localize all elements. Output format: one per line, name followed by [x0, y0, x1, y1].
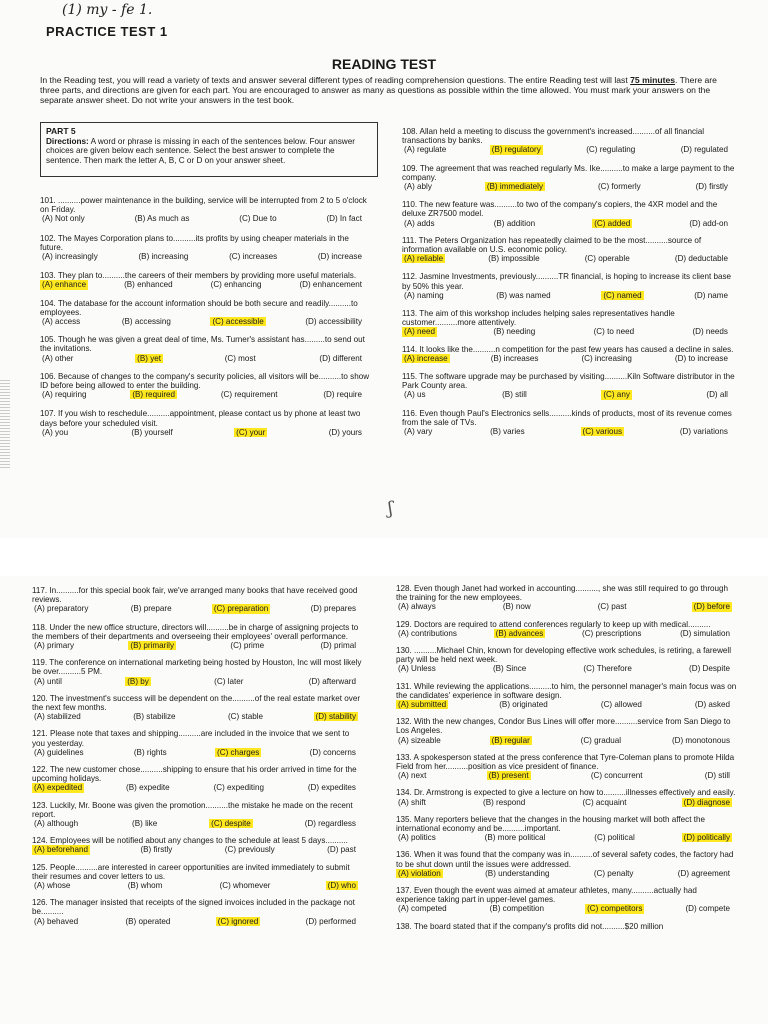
- answer-option: (B) yourself: [131, 427, 173, 437]
- answer-option: (D) variations: [679, 427, 728, 437]
- answer-option: (C) to need: [593, 327, 635, 337]
- question-item: [40, 372, 370, 400]
- question-item: [396, 646, 738, 674]
- answer-option: (B) accessing: [121, 317, 171, 327]
- answer-options: [40, 428, 370, 437]
- question-item: [32, 898, 364, 926]
- answer-option: (A) until: [34, 676, 62, 686]
- answer-option: (A) regulate: [404, 145, 447, 155]
- answer-options: [396, 629, 738, 638]
- question-text: 112. Jasmine Investments, previously..........TR financial, is hoping to increase its client base by 50% this year.: [402, 272, 731, 291]
- answer-option: (D) performed: [305, 916, 356, 926]
- answer-option: (D) needs: [692, 327, 728, 337]
- answer-option: (D) past: [327, 845, 356, 855]
- question-text: 121. Please note that taxes and shipping..........are included in the invoice that we sent to you yesterday.: [32, 729, 350, 748]
- answer-option: (B) like: [132, 819, 158, 829]
- question-item: [402, 409, 736, 437]
- answer-option: (A) Unless: [398, 664, 436, 674]
- answer-option: (D) enhancement: [299, 280, 362, 290]
- question-item: [396, 850, 738, 878]
- answer-options: [40, 214, 370, 223]
- highlighted-answer-option: (C) named: [603, 290, 642, 300]
- question-text: 120. The investment's success will be dependent on the..........of the real estate market over the next few months.: [32, 693, 361, 713]
- answer-options: [40, 354, 370, 363]
- question-item: [32, 623, 364, 651]
- answer-option: (D) regardless: [304, 819, 356, 829]
- highlighted-answer-option: (B) by: [127, 676, 149, 686]
- answer-option: (D) asked: [694, 700, 730, 710]
- answer-options: [396, 602, 738, 611]
- answer-option: (C) formerly: [597, 182, 641, 192]
- questions-117-126: [32, 586, 364, 926]
- answer-option: (D) afterward: [308, 676, 356, 686]
- answer-options: [32, 917, 364, 926]
- answer-options: [396, 664, 738, 673]
- test-duration: 75 minutes: [630, 75, 676, 85]
- highlighted-answer-option: (C) ignored: [217, 916, 259, 926]
- highlighted-answer-option: (C) charges: [217, 747, 260, 757]
- answer-options: [396, 798, 738, 807]
- question-item: [396, 717, 738, 745]
- question-item: [402, 309, 736, 337]
- question-text: 129. Doctors are required to attend conferences regularly to keep up with medical..........: [396, 619, 711, 629]
- answer-option: (A) access: [42, 317, 81, 327]
- answer-options: [402, 390, 736, 399]
- answer-option: (A) increasingly: [42, 252, 98, 262]
- question-item: [32, 801, 364, 829]
- answer-option: (C) penalty: [593, 868, 634, 878]
- answer-option: (A) although: [34, 819, 79, 829]
- question-item: [32, 586, 364, 614]
- question-text: 134. Dr. Armstrong is expected to give a lecture on how to..........illnesses effectively and easily.: [396, 788, 736, 798]
- answer-option: (D) expedites: [307, 783, 356, 793]
- answer-options: [402, 291, 736, 300]
- answer-option: (C) Therefore: [583, 664, 632, 674]
- highlighted-answer-option: (D) stability: [315, 712, 356, 722]
- answer-option: (A) naming: [404, 290, 444, 300]
- question-item: [402, 127, 736, 155]
- question-text: 128. Even though Janet had worked in accounting.........., she was still required to go through the training for the new employees.: [396, 584, 729, 603]
- answer-option: (B) respond: [483, 797, 526, 807]
- answer-option: (A) politics: [398, 833, 436, 843]
- answer-option: (B) more political: [484, 833, 546, 843]
- question-item: [40, 196, 370, 224]
- scan-artifact: [0, 380, 10, 470]
- question-text: 110. The new feature was..........to two of the company's copiers, the 4XR model and the deluxe ZR7500 model.: [402, 200, 718, 219]
- highlighted-answer-option: (D) who: [327, 881, 356, 891]
- answer-option: (B) still: [502, 390, 527, 400]
- answer-options: [402, 145, 736, 154]
- answer-option: (A) primary: [34, 641, 75, 651]
- answer-option: (A) vary: [404, 427, 433, 437]
- answer-option: (B) As much as: [134, 214, 190, 224]
- answer-option: (D) yours: [328, 427, 362, 437]
- question-text: 114. It looks like the..........n competition for the past few years has caused a decline in sales.: [402, 344, 734, 354]
- question-item: [32, 694, 364, 722]
- answer-options: [402, 182, 736, 191]
- answer-option: (C) acquaint: [582, 797, 627, 807]
- answer-option: (A) other: [42, 353, 74, 363]
- question-text: 130. ..........Michael Chin, known for developing effective work schedules, is retiring, a farewell party will be held next week.: [396, 646, 732, 665]
- answer-option: (D) regulated: [680, 145, 728, 155]
- answer-option: (C) most: [224, 353, 256, 363]
- answer-options: [32, 604, 364, 613]
- answer-option: (C) allowed: [600, 700, 642, 710]
- question-text: 131. While reviewing the applications..........to him, the personnel manager's main focus was on the candidates' experience in software design.: [396, 681, 737, 700]
- highlighted-answer-option: (C) competitors: [587, 904, 643, 914]
- question-text: 101. ..........power maintenance in the building, service will be interrupted from 2 to 5 o'clock on Friday.: [40, 196, 367, 215]
- highlighted-answer-option: (B) primarily: [130, 641, 175, 651]
- reading-test-title: READING TEST: [331, 56, 437, 72]
- answer-option: (B) competition: [489, 904, 545, 914]
- answer-option: (C) whomever: [219, 881, 271, 891]
- question-item: [402, 272, 736, 300]
- answer-option: (D) deductable: [674, 254, 728, 264]
- answer-option: (B) was named: [496, 290, 551, 300]
- question-item: [396, 886, 738, 914]
- answer-option: (D) agreement: [677, 868, 730, 878]
- question-item: [32, 729, 364, 757]
- answer-options: [40, 252, 370, 261]
- question-item: [396, 922, 738, 931]
- highlighted-answer-option: (A) increase: [404, 353, 448, 363]
- answer-option: (A) ably: [404, 182, 432, 192]
- question-text: 108. Allan held a meeting to discuss the government's increased..........of all financial transactions by banks.: [402, 127, 705, 146]
- question-item: [396, 788, 738, 806]
- answer-option: (B) rights: [133, 747, 167, 757]
- question-item: [40, 299, 370, 327]
- answer-option: (B) stabilize: [133, 712, 176, 722]
- answer-options: [32, 783, 364, 792]
- question-text: 102. The Mayes Corporation plans to..........its profits by using cheaper materials in the future.: [40, 233, 349, 252]
- answer-option: (D) primal: [320, 641, 356, 651]
- answer-options: [32, 819, 364, 828]
- question-text: 132. With the new changes, Condor Bus Lines will offer more..........service from San Diego to Los Angeles.: [396, 717, 731, 736]
- answer-options: [396, 904, 738, 913]
- question-item: [396, 682, 738, 710]
- question-text: 115. The software upgrade may be purchased by visiting..........Kiln Software distributor in the Park County area.: [402, 372, 735, 391]
- highlighted-answer-option: (A) need: [404, 327, 436, 337]
- question-text: 111. The Peters Organization has repeatedly claimed to be the most..........source of information available on U.S. economic policy.: [402, 235, 702, 255]
- answer-options: [40, 390, 370, 399]
- page-gap: [0, 538, 768, 576]
- question-item: [396, 584, 738, 612]
- answer-option: (C) prescriptions: [582, 628, 642, 638]
- question-item: [396, 753, 738, 781]
- answer-option: (C) requirement: [220, 390, 278, 400]
- highlighted-answer-option: (C) various: [582, 427, 623, 437]
- answer-options: [32, 641, 364, 650]
- question-text: 104. The database for the account information should be both secure and readily..........to employees.: [40, 298, 358, 317]
- handwritten-note: (1) my - fe 1.: [62, 2, 153, 18]
- question-item: [396, 815, 738, 843]
- answer-option: (D) monotonous: [671, 735, 730, 745]
- question-item: [32, 836, 364, 854]
- question-text: 106. Because of changes to the company's security policies, all visitors will be..........to show ID before being allowed to enter the building.: [40, 371, 370, 391]
- answer-option: (C) gradual: [580, 735, 622, 745]
- answer-options: [402, 327, 736, 336]
- highlighted-answer-option: (B) yet: [137, 353, 162, 363]
- answer-option: (C) prime: [230, 641, 265, 651]
- answer-option: (C) previously: [224, 845, 275, 855]
- answer-options: [32, 845, 364, 854]
- highlighted-answer-option: (A) reliable: [404, 254, 444, 264]
- answer-option: (C) past: [597, 602, 627, 612]
- answer-option: (B) increasing: [138, 252, 189, 262]
- question-item: [40, 409, 370, 437]
- highlighted-answer-option: (C) any: [603, 390, 630, 400]
- intro-paragraph: In the Reading test, you will read a variety of texts and answer several different types of reading comprehension questions. The entire Reading test will last 75 minutes. There are three parts, and directions are given for each part. You are encouraged to answer as many as questions as possible within the time allowed. You must mark your answers on the separate answer sheet. Do not write your answers in the test book.: [40, 75, 717, 105]
- question-item: [32, 765, 364, 793]
- answer-options: [396, 700, 738, 709]
- question-item: [402, 345, 736, 363]
- question-item: [396, 620, 738, 638]
- answer-option: (D) In fact: [326, 214, 362, 224]
- answer-options: [402, 427, 736, 436]
- answer-option: (B) whom: [127, 881, 163, 891]
- highlighted-answer-option: (A) enhance: [42, 280, 87, 290]
- question-item: [32, 863, 364, 891]
- answer-option: (B) operated: [125, 916, 171, 926]
- answer-option: (B) increases: [490, 353, 539, 363]
- answer-option: (B) understanding: [485, 868, 550, 878]
- answer-options: [32, 748, 364, 757]
- question-text: 122. The new customer chose..........shipping to ensure that his order arrived in time for the upcoming holidays.: [32, 765, 357, 784]
- answer-option: (B) expedite: [126, 783, 170, 793]
- answer-option: (C) regulating: [586, 145, 636, 155]
- questions-101-107: [40, 196, 370, 437]
- answer-option: (A) shift: [398, 797, 426, 807]
- answer-option: (C) enhancing: [210, 280, 262, 290]
- question-text: 133. A spokesperson stated at the press conference that Tyre-Coleman plans to promote Hilda Field from her..........position as vice president of finance.: [396, 752, 735, 772]
- highlighted-answer-option: (B) regular: [491, 735, 530, 745]
- question-item: [402, 200, 736, 228]
- question-text: 119. The conference on international marketing being hosted by Houston, Inc will most likely be over..........5 PM.: [32, 658, 362, 677]
- question-item: [402, 372, 736, 400]
- practice-test-title: PRACTICE TEST 1: [46, 24, 168, 39]
- question-text: 113. The aim of this workshop includes helping sales representatives handle customer..........more attentively.: [402, 309, 675, 328]
- highlighted-answer-option: (B) required: [132, 390, 176, 400]
- answer-option: (D) firstly: [695, 182, 728, 192]
- answer-option: (C) expediting: [213, 783, 264, 793]
- questions-128-138: [396, 584, 738, 931]
- question-text: 124. Employees will be notified about any changes to the schedule at least 5 days..........: [32, 836, 348, 846]
- answer-option: (C) later: [214, 676, 244, 686]
- answer-option: (A) contributions: [398, 628, 457, 638]
- answer-options: [396, 771, 738, 780]
- question-item: [40, 335, 370, 363]
- answer-option: (D) name: [694, 290, 728, 300]
- highlighted-answer-option: (B) immediately: [486, 182, 544, 192]
- answer-option: (B) varies: [490, 427, 525, 437]
- answer-options: [32, 677, 364, 686]
- question-text: 109. The agreement that was reached regularly Ms. Ike..........to make a large payment to the company.: [402, 163, 735, 182]
- question-text: 118. Under the new office structure, directors will..........be in charge of assigning projects to the members of their departments and overseeing their employees' overall performance.: [32, 622, 359, 641]
- page-2: [0, 576, 768, 1024]
- highlighted-answer-option: (A) violation: [398, 868, 441, 878]
- answer-options: [40, 280, 370, 289]
- answer-option: (A) whose: [34, 881, 71, 891]
- highlighted-answer-option: (C) added: [594, 218, 631, 228]
- answer-option: (C) increasing: [581, 353, 632, 363]
- answer-option: (A) sizeable: [398, 735, 441, 745]
- highlighted-answer-option: (A) beforehand: [34, 845, 88, 855]
- question-text: 105. Though he was given a great deal of time, Ms. Turner's assistant has.........to send out the invitations.: [40, 335, 365, 354]
- question-item: [40, 271, 370, 289]
- question-text: 116. Even though Paul's Electronics sells..........kinds of products, most of its revenue comes from the sale of TVs.: [402, 408, 732, 427]
- answer-option: (A) adds: [404, 218, 435, 228]
- answer-option: (B) impossible: [488, 254, 540, 264]
- answer-option: (D) compete: [685, 904, 730, 914]
- answer-options: [40, 317, 370, 326]
- answer-option: (A) you: [42, 427, 69, 437]
- pencil-mark-icon: ʃ: [388, 498, 393, 519]
- answer-option: (B) addition: [493, 218, 536, 228]
- questions-108-116: [402, 127, 736, 436]
- answer-options: [402, 254, 736, 263]
- question-item: [40, 234, 370, 262]
- answer-option: (D) all: [706, 390, 728, 400]
- highlighted-answer-option: (D) politically: [683, 833, 730, 843]
- question-text: 117. In..........for this special book fair, we've arranged many books that have received good reviews.: [32, 586, 358, 605]
- answer-option: (C) concurrent: [590, 771, 643, 781]
- question-text: 126. The manager insisted that receipts of the signed invoices included in the package not be..........: [32, 898, 355, 917]
- answer-option: (C) Due to: [239, 214, 277, 224]
- answer-options: [32, 712, 364, 721]
- answer-option: (B) enhanced: [124, 280, 173, 290]
- question-text: 135. Many reporters believe that the changes in the housing market will both affect the international economy and be..........important.: [396, 814, 705, 834]
- highlighted-answer-option: (B) advances: [495, 628, 544, 638]
- highlighted-answer-option: (B) regulatory: [491, 145, 541, 155]
- answer-option: (D) simulation: [680, 628, 730, 638]
- question-item: [32, 658, 364, 686]
- answer-option: (D) still: [704, 771, 730, 781]
- highlighted-answer-option: (A) expedited: [34, 783, 83, 793]
- part5-directions-box: PART 5 Directions: A word or phrase is missing in each of the sentences below. Four answer choices are given below each sentence. Select the best answer to complete the sentence. Then mark the letter A, B, C or D on your answer sheet.: [40, 122, 378, 177]
- question-text: 138. The board stated that if the company's profits did not..........$20 million: [396, 921, 664, 931]
- highlighted-answer-option: (C) preparation: [213, 604, 269, 614]
- question-text: 137. Even though the event was aimed at amateur athletes, many..........actually had experience taking part in upper-level games.: [396, 886, 697, 905]
- highlighted-answer-option: (D) before: [693, 602, 730, 612]
- answer-option: (C) increases: [229, 252, 278, 262]
- highlighted-answer-option: (C) accessible: [212, 317, 264, 327]
- answer-option: (A) guidelines: [34, 747, 84, 757]
- answer-option: (B) now: [502, 602, 531, 612]
- highlighted-answer-option: (B) present: [488, 771, 529, 781]
- answer-option: (C) political: [594, 833, 635, 843]
- answer-option: (C) operable: [584, 254, 630, 264]
- answer-option: (D) increase: [317, 252, 362, 262]
- answer-option: (A) behaved: [34, 916, 79, 926]
- answer-option: (D) accessibility: [305, 317, 362, 327]
- answer-option: (D) prepares: [310, 604, 356, 614]
- answer-option: (C) stable: [227, 712, 264, 722]
- question-item: [402, 164, 736, 192]
- answer-option: (D) require: [323, 390, 362, 400]
- answer-option: (D) Despite: [689, 664, 730, 674]
- answer-option: (B) firstly: [140, 845, 173, 855]
- answer-option: (B) originated: [499, 700, 548, 710]
- answer-option: (D) add-on: [689, 218, 728, 228]
- answer-option: (D) concerns: [309, 747, 356, 757]
- question-text: 107. If you wish to reschedule..........appointment, please contact us by phone at least two days before your scheduled visit.: [40, 409, 361, 428]
- part-label: PART 5: [46, 126, 76, 136]
- answer-option: (B) prepare: [130, 604, 172, 614]
- answer-option: (D) to increase: [674, 353, 728, 363]
- answer-option: (D) different: [319, 353, 362, 363]
- answer-option: (A) us: [404, 390, 426, 400]
- question-text: 125. People..........are interested in career opportunities are invited immediately to submit their resumes and cover letters to us.: [32, 862, 350, 881]
- answer-option: (A) next: [398, 771, 427, 781]
- highlighted-answer-option: (A) submitted: [398, 700, 447, 710]
- answer-options: [396, 833, 738, 842]
- answer-option: (A) preparatory: [34, 604, 89, 614]
- answer-option: (B) needing: [493, 327, 536, 337]
- answer-option: (A) requiring: [42, 390, 87, 400]
- highlighted-answer-option: (C) your: [236, 427, 266, 437]
- answer-options: [402, 219, 736, 228]
- highlighted-answer-option: (D) diagnose: [683, 797, 730, 807]
- question-text: 123. Luckily, Mr. Boone was given the promotion..........the mistake he made on the recent report.: [32, 800, 353, 819]
- answer-option: (A) always: [398, 602, 436, 612]
- answer-option: (A) competed: [398, 904, 447, 914]
- question-item: [402, 236, 736, 264]
- answer-options: [32, 881, 364, 890]
- question-text: 136. When it was found that the company was in..........of several safety codes, the factory had to be shut down until the issues were addressed.: [396, 850, 734, 869]
- answer-option: (B) Since: [492, 664, 527, 674]
- highlighted-answer-option: (C) despite: [211, 819, 251, 829]
- question-text: 103. They plan to..........the careers of their members by providing more useful materials.: [40, 271, 357, 281]
- answer-option: (A) stabilized: [34, 712, 81, 722]
- answer-option: (A) Not only: [42, 214, 85, 224]
- answer-options: [402, 354, 736, 363]
- answer-options: [396, 736, 738, 745]
- answer-options: [396, 869, 738, 878]
